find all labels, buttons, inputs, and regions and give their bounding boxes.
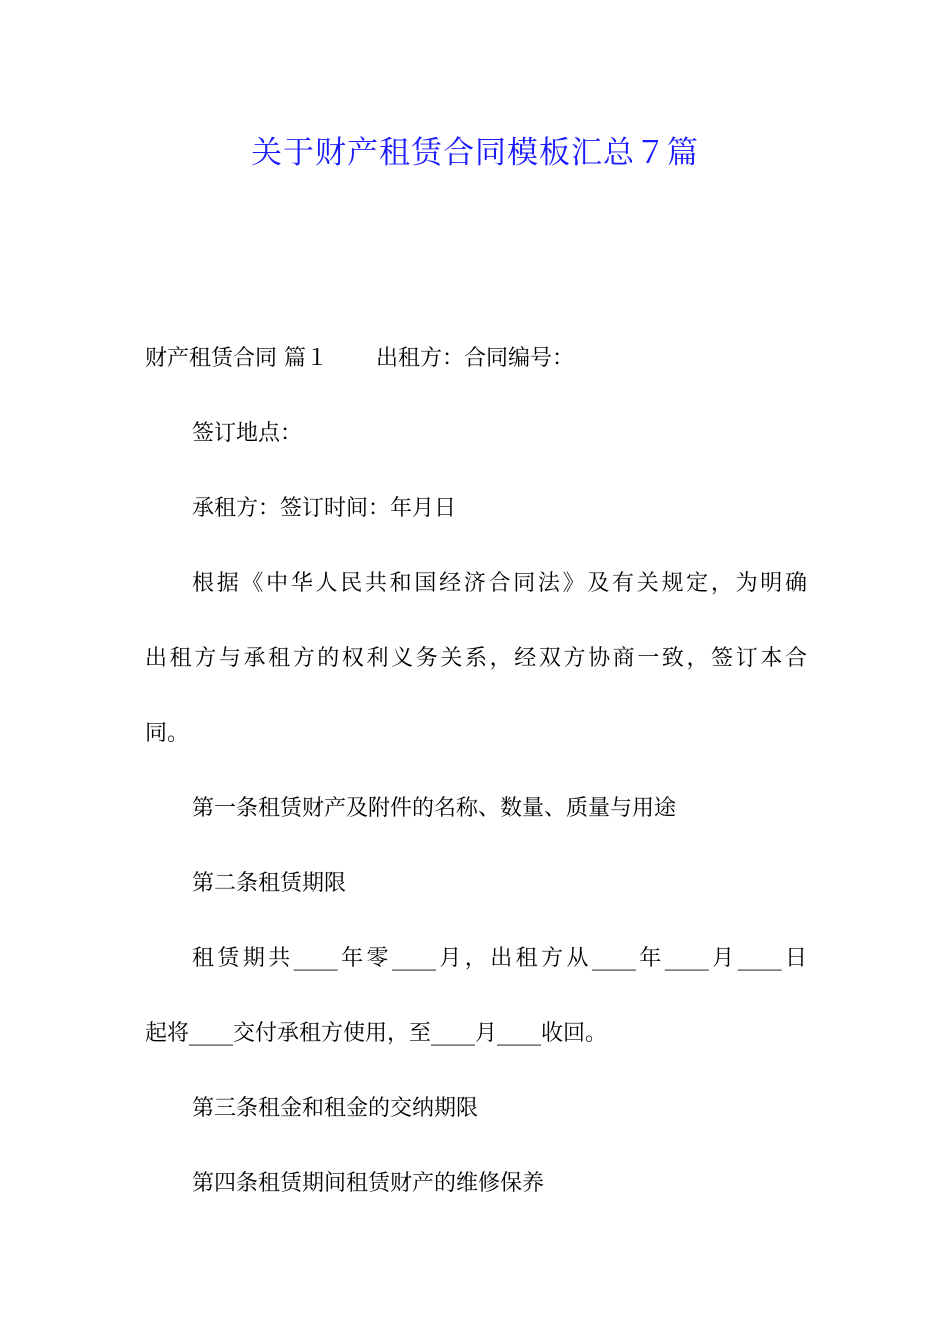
- document-title: 关于财产租赁合同模板汇总７篇: [251, 135, 699, 171]
- section-label: 财产租赁合同 篇１: [145, 346, 328, 371]
- contract-header-line: [145, 340, 807, 377]
- lessee-signing-time-line: 承租方：签订时间：年月日: [192, 496, 457, 521]
- preamble-line-3: 同。: [145, 721, 190, 746]
- preamble-line-2: 出租方与承租方的权利义务关系，经双方协商一致，签订本合: [145, 646, 807, 671]
- signing-place-line: 签订地点：: [192, 421, 303, 446]
- lessor-and-contract-number: 出租方：合同编号：: [376, 346, 575, 371]
- document-body: [145, 340, 807, 1240]
- lease-term-line-1: 租赁期共____年零____月，出租方从____年____月____日: [192, 946, 807, 971]
- article-1-heading: 第一条租赁财产及附件的名称、数量、质量与用途: [192, 796, 677, 821]
- article-2-heading: 第二条租赁期限: [192, 871, 347, 896]
- article-3-heading: 第三条租金和租金的交纳期限: [192, 1096, 479, 1121]
- preamble-line-1: 根据《中华人民共和国经济合同法》及有关规定，为明确: [192, 571, 807, 596]
- article-4-heading: 第四条租赁期间租赁财产的维修保养: [192, 1171, 545, 1196]
- lease-term-line-2: 起将____交付承租方使用，至____月____收回。: [145, 1021, 608, 1046]
